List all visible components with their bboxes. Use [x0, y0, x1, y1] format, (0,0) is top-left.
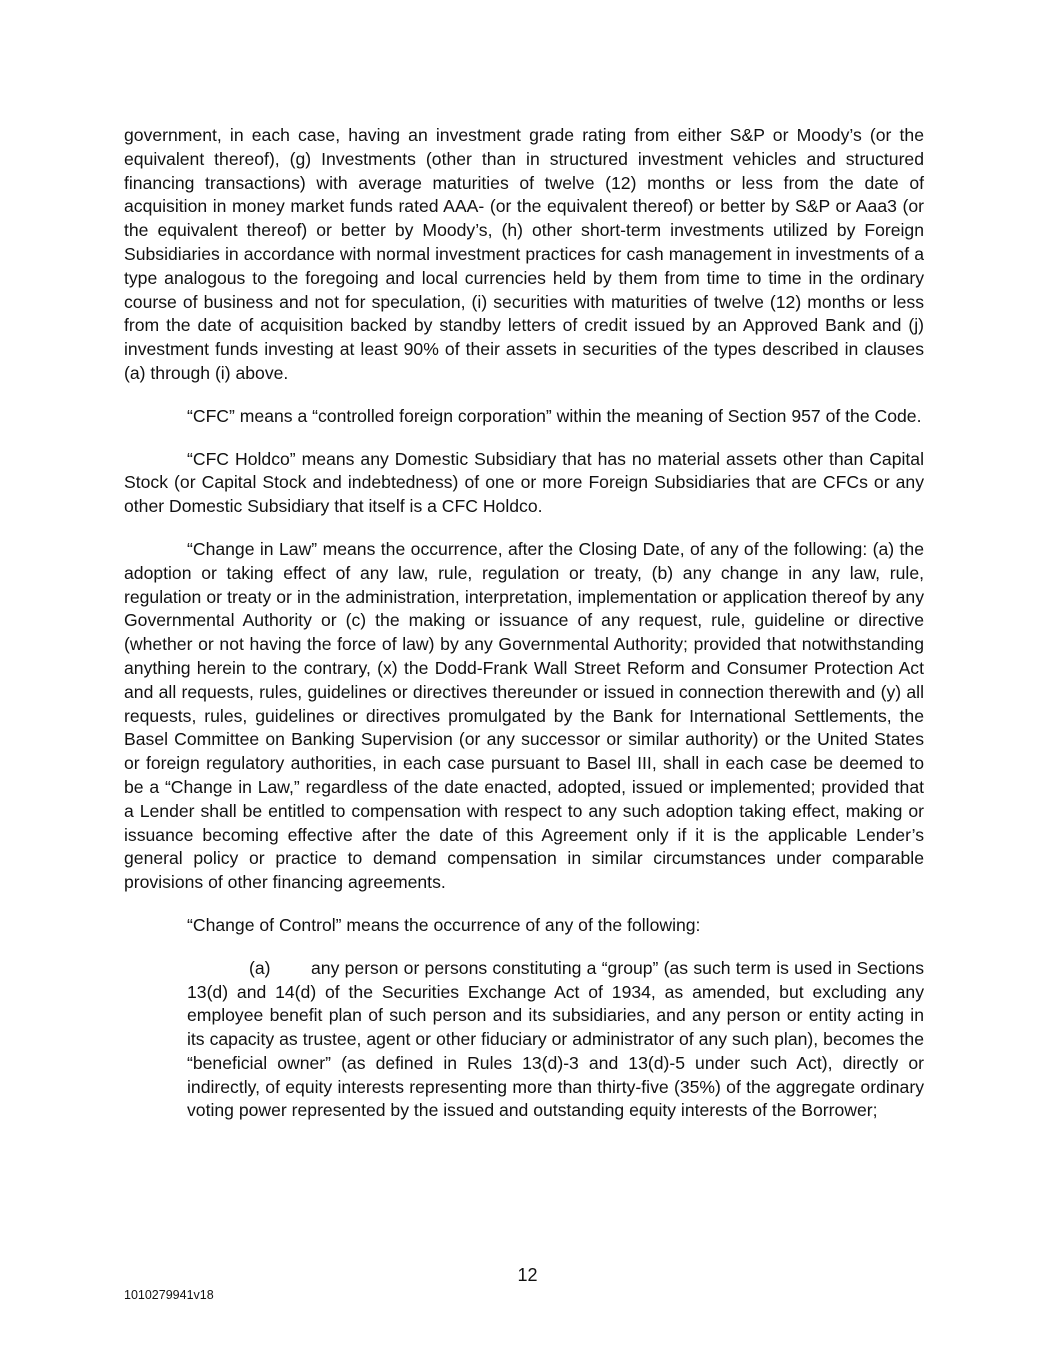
- definition-change-of-control: [124, 914, 924, 938]
- continuation-paragraph: government, in each case, having an investment grade rating from either S&P or Moody’s (or the equivalent thereof), (g) Investments (other than in structured investment vehicles and structured financing transactions) with average maturities of twelve (12) months or less from the date of acquisition in money market funds rated AAA- (or the equivalent thereof) or better by S&P or Aaa3 (or the equivalent thereof) or better by Moody’s, (h) other short-term investments utilized by Foreign Subsidiaries in accordance with normal investment practices for cash management in investments of a type analogous to the foregoing and local currencies held by them from time to time in the ordinary course of business and not for speculation, (i) securities with maturities of twelve (12) months or less from the date of acquisition backed by standby letters of credit issued by an Approved Bank and (j) investment funds investing at least 90% of their assets in securities of the types described in clauses (a) through (i) above.: [124, 125, 924, 383]
- definition-cfc: [124, 405, 924, 429]
- subclause-a: [187, 957, 924, 1124]
- subclause-text: any person or persons constituting a “group” (as such term is used in Sections 13(d) and 14(d) of the Securities Exchange Act of 1934, as amended, but excluding any employee benefit plan of such person and its subsidiaries, and any person or entity acting in its capacity as trustee, agent or other fiduciary or administrator of any such plan), becomes the “beneficial owner” (as defined in Rules 13(d)-3 and 13(d)-5 under such Act), directly or indirectly, of equity interests representing more than thirty-five (35%) of the aggregate ordinary voting power represented by the issued and outstanding equity interests of the Borrower;: [187, 957, 924, 1121]
- definition-cfc-holdco: [124, 448, 924, 519]
- definition-term: “Change in Law”: [187, 538, 318, 559]
- document-id: 1010279941v18: [124, 1288, 214, 1302]
- subclause-label: (a): [249, 957, 271, 978]
- document-body: [124, 124, 924, 1123]
- definition-text: means the occurrence, after the Closing Date, of any of the following: (a) the adoption or taking effect of any law, rule, regulation or treaty, (b) any change in any law, rule, regulation or treaty or in the administration, interpretation, implementation or application thereof by any Governmental Authority or (c) the making or issuance of any request, rule, guideline or directive (whether or not having the force of law) by any Governmental Authority; provided that notwithstanding anything herein to the contrary, (x) the Dodd-Frank Wall Street Reform and Consumer Protection Act and all requests, rules, guidelines or directives thereunder or issued in connection therewith and (y) all requests, rules, guidelines or directives promulgated by the Bank for International Settlements, the Basel Committee on Banking Supervision (or any successor or similar authority) or the United States or foreign regulatory authorities, in each case pursuant to Basel III, shall in each case be deemed to be a “Change in Law,” regardless of the date enacted, adopted, issued or implemented; provided that a Lender shall be entitled to compensation with respect to any such adoption taking effect, making or issuance becoming effective after the date of this Agreement only if it is the applicable Lender’s general policy or practice to demand compensation in similar circumstances under comparable provisions of other financing agreements.: [124, 538, 924, 893]
- definition-text: means the occurrence of any of the following:: [341, 914, 701, 935]
- page-number: 12: [517, 1265, 538, 1285]
- definition-change-in-law: [124, 538, 924, 895]
- definition-term: “Change of Control”: [187, 914, 342, 935]
- definition-text: means a “controlled foreign corporation” within the meaning of Section 957 of the Code.: [234, 405, 922, 426]
- definition-term: “CFC Holdco”: [187, 448, 296, 469]
- definition-text: means any Domestic Subsidiary that has no material assets other than Capital Stock (or Capital Stock and indebtedness) of one or more Foreign Subsidiaries that are CFCs or any other Domestic Subsidiary that itself is a CFC Holdco.: [124, 448, 924, 517]
- definition-term: “CFC”: [187, 405, 235, 426]
